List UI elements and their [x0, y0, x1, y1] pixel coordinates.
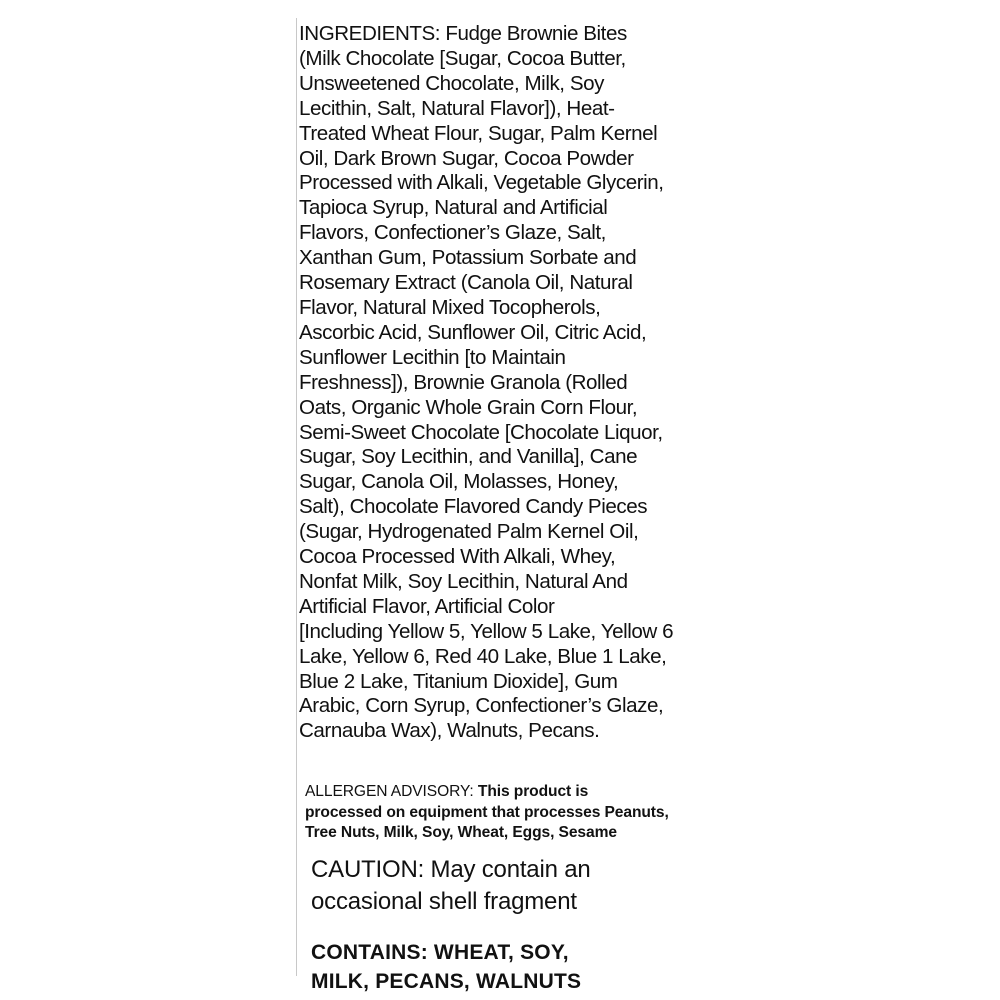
contains-statement [311, 938, 711, 996]
ingredients-line: Lecithin, Salt, Natural Flavor]), Heat- [299, 96, 615, 120]
ingredients-line: Blue 2 Lake, Titanium Dioxide], Gum [299, 669, 618, 693]
caution-line: occasional shell fragment [311, 887, 577, 915]
caution-statement [311, 854, 711, 917]
ingredients-line: Freshness]), Brownie Granola (Rolled [299, 370, 628, 394]
allergen-advisory-text: This product is [477, 783, 589, 800]
ingredients-line: [Including Yellow 5, Yellow 5 Lake, Yellow 6 [299, 619, 674, 643]
contains-line: MILK, PECANS, WALNUTS [311, 970, 582, 993]
ingredients-line: Unsweetened Chocolate, Milk, Soy [299, 71, 604, 95]
ingredients-line: Sugar, Canola Oil, Molasses, Honey, [299, 470, 619, 494]
allergen-advisory-line [305, 782, 715, 803]
ingredient-label-panel [296, 18, 717, 993]
ingredients-line: Ascorbic Acid, Sunflower Oil, Citric Acid, [299, 320, 647, 344]
ingredients-line: Carnauba Wax), Walnuts, Pecans. [299, 719, 600, 743]
ingredients-line: Rosemary Extract (Canola Oil, Natural [299, 271, 633, 295]
ingredients-line: Sugar, Soy Lecithin, and Vanilla], Cane [299, 445, 638, 469]
ingredients-line: Tapioca Syrup, Natural and Artificial [299, 196, 608, 220]
ingredients-line: Nonfat Milk, Soy Lecithin, Natural And [299, 569, 628, 593]
contains-line: CONTAINS: WHEAT, SOY, [311, 941, 569, 964]
ingredients-line: Salt), Chocolate Flavored Candy Pieces [299, 495, 648, 519]
ingredients-line: Xanthan Gum, Potassium Sorbate and [299, 246, 637, 270]
ingredients-line: Processed with Alkali, Vegetable Glycerin, [299, 171, 664, 195]
ingredients-line: Oil, Dark Brown Sugar, Cocoa Powder [299, 146, 634, 170]
ingredients-line: Arabic, Corn Syrup, Confectioner’s Glaze, [299, 694, 664, 718]
ingredients-line: INGREDIENTS: Fudge Brownie Bites [299, 22, 627, 45]
allergen-advisory-heading: ALLERGEN ADVISORY: [305, 783, 478, 800]
ingredients-line: Sunflower Lecithin [to Maintain [299, 345, 566, 369]
ingredients-line: Flavor, Natural Mixed Tocopherols, [299, 295, 601, 319]
allergen-advisory [305, 782, 715, 844]
ingredients-line: Flavors, Confectioner’s Glaze, Salt, [299, 221, 606, 245]
ingredients-line: (Milk Chocolate [Sugar, Cocoa Butter, [299, 46, 626, 70]
ingredients-line: Lake, Yellow 6, Red 40 Lake, Blue 1 Lake, [299, 644, 667, 668]
ingredients-statement [299, 22, 709, 744]
allergen-advisory-line: Tree Nuts, Milk, Soy, Wheat, Eggs, Sesame [305, 824, 617, 841]
ingredients-line: Treated Wheat Flour, Sugar, Palm Kernel [299, 121, 658, 145]
ingredients-line: (Sugar, Hydrogenated Palm Kernel Oil, [299, 520, 639, 544]
ingredients-line: Artificial Flavor, Artificial Color [299, 594, 555, 618]
ingredients-line: Oats, Organic Whole Grain Corn Flour, [299, 395, 638, 419]
ingredients-line: Cocoa Processed With Alkali, Whey, [299, 545, 616, 569]
allergen-advisory-line: processed on equipment that processes Peanuts, [305, 803, 669, 821]
caution-line: CAUTION: May contain an [311, 856, 591, 883]
ingredients-line: Semi-Sweet Chocolate [Chocolate Liquor, [299, 420, 663, 444]
